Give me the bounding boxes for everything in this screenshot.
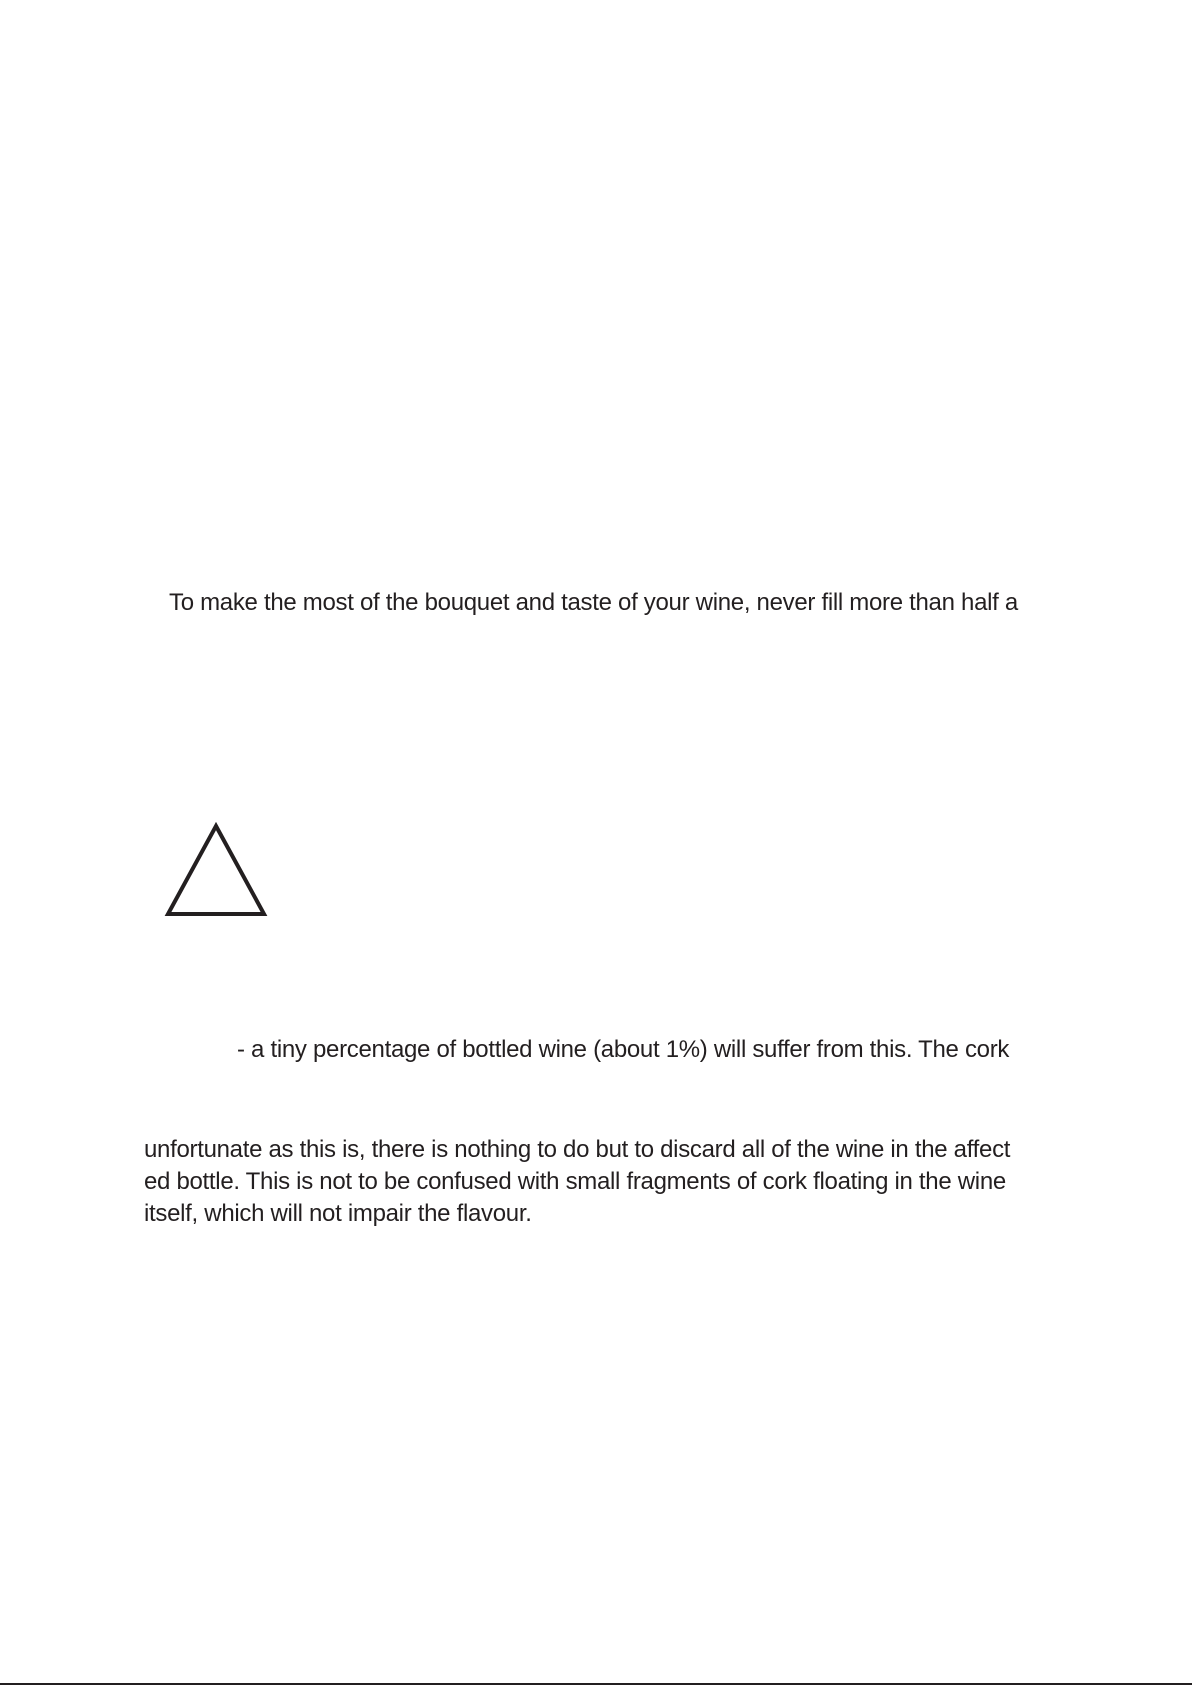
body-text-line: itself, which will not impair the flavour. bbox=[144, 1200, 532, 1227]
body-text-line: To make the most of the bouquet and taste of your wine, never fill more than half a bbox=[169, 589, 1018, 616]
body-text-line: - a tiny percentage of bottled wine (about 1%) will suffer from this. The cork bbox=[237, 1036, 1010, 1063]
body-text-line: ed bottle. This is not to be confused with small fragments of cork floating in the wine bbox=[144, 1168, 1006, 1195]
body-text-line: unfortunate as this is, there is nothing to do but to discard all of the wine in the affect bbox=[144, 1136, 1011, 1163]
warning-triangle-icon bbox=[164, 822, 268, 918]
